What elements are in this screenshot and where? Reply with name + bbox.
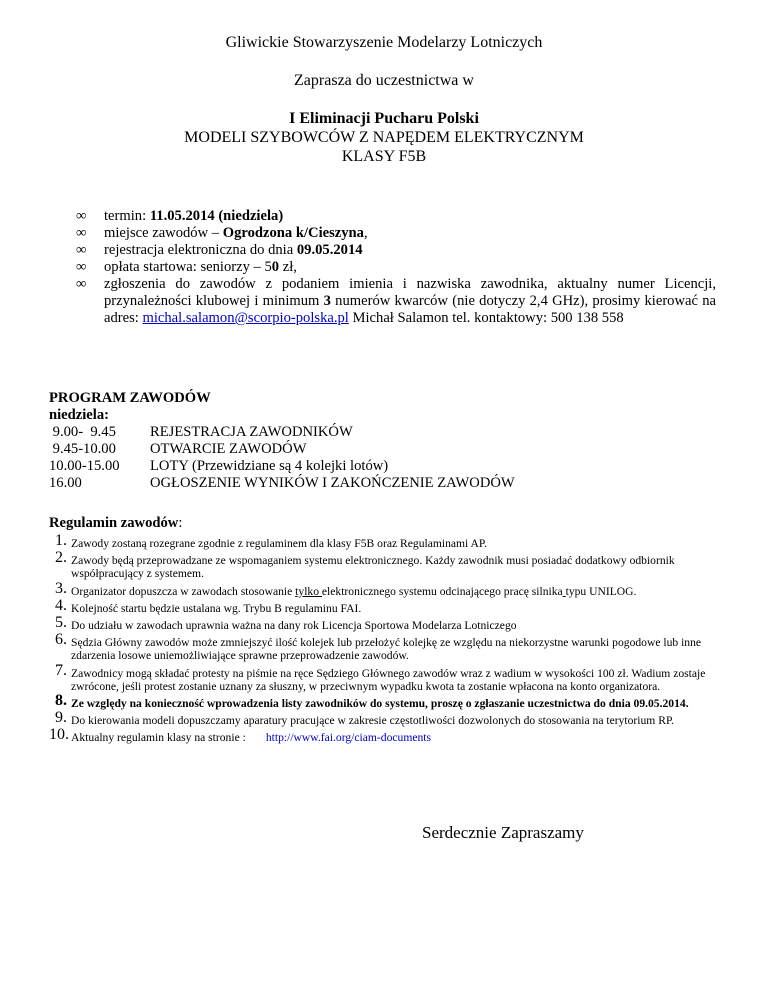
venue-tail: , [363,225,368,241]
program-time: 9.00- 9.45 [49,424,116,440]
infinity-bullet-icon: ∞ [76,242,87,258]
program-desc: OGŁOSZENIE WYNIKÓW I ZAKOŃCZENIE ZAWODÓW [150,475,515,491]
program-time: 16.00 [49,475,82,491]
regulation-text: typu UNILOG. [565,584,637,598]
infinity-bullet-icon: ∞ [76,208,87,224]
list-item-fee [76,259,716,276]
regulations-list [49,532,714,749]
venue-label: miejsce zawodów – [104,225,223,241]
fee-tail: zł, [279,259,297,275]
program-time: 10.00-15.00 [49,458,120,474]
regulation-item [49,614,714,633]
regulation-text: Kolejność startu będzie ustalana wg. Trybu B regulaminu FAI. [71,601,362,615]
program-day: niedziela: [49,407,109,423]
fee-value: 0 [271,259,280,275]
regulation-text: Aktualny regulamin klasy na stronie : [71,731,246,745]
contact-email-link[interactable]: michal.salamon@scorpio-polska.pl [142,310,349,326]
event-subtitle: MODELI SZYBOWCÓW Z NAPĘDEM ELEKTRYCZNYM [184,129,584,146]
closing-greeting: Serdecznie Zapraszamy [422,823,584,842]
regulation-item [49,726,714,745]
regulation-text: elektronicznego systemu odcinającego pracę silnika [321,584,563,598]
regulation-number: 4. [55,596,67,614]
regulations-title [49,515,182,532]
regulation-item [49,631,714,663]
regulation-text-underlined: tylko [295,584,322,598]
regulation-number: 8. [55,692,67,710]
program-time: 9.45-10.00 [49,441,116,457]
regulation-item [49,549,714,581]
regulation-item [49,532,714,550]
list-item-entries [76,276,716,327]
fai-documents-link[interactable]: http://www.fai.org/ciam-documents [265,731,432,745]
regulation-number: 10. [49,726,69,744]
regulation-text: Zawody będą przeprowadzane ze wspomaganiem systemu elektronicznego. Każdy zawodnik musi posiadać dodatkowy odbiornik współpracujący z systemem. [71,554,675,581]
invitation-line: Zaprasza do uczestnictwa w [294,72,474,89]
venue-value: Ogrodzona k/Cieszyna [222,225,364,241]
program-section [49,390,709,492]
list-item-registration [76,242,716,259]
date-label: termin: [104,208,150,224]
regulation-item [49,709,714,728]
regulation-number: 3. [55,579,67,597]
list-item-date [76,208,716,225]
date-value: 11.05.2014 (niedziela) [149,208,284,224]
regulation-text: Zawodnicy mogą składać protesty na piśmie na ręce Sędziego Głównego zawodów wraz z wadium w wysokości 100 zł. Wadium zostaje zwrócone, jeśli protest zostanie uznany za słuszny, w przeciwnym wypadku kwota ta zostanie wpłacona na konto organizatora. [71,666,706,693]
event-title: I Eliminacji Pucharu Polski [289,110,479,127]
infinity-bullet-icon: ∞ [76,225,87,241]
info-list [76,208,716,327]
organizer-name: Gliwickie Stowarzyszenie Modelarzy Lotniczych [225,34,543,51]
program-desc: REJESTRACJA ZAWODNIKÓW [150,424,353,440]
regulation-number: 1. [55,532,67,549]
regulation-item [49,596,714,615]
regulation-text: Ze względy na konieczność wprowadzenia listy zawodników do systemu, proszę o zgłaszanie uczestnictwa do dnia 09.05.2014. [71,697,689,711]
regulation-item [49,579,714,598]
infinity-bullet-icon: ∞ [76,259,87,275]
program-desc: OTWARCIE ZAWODÓW [150,441,307,457]
regulation-number: 9. [55,709,67,727]
regulation-number: 7. [55,661,67,679]
regulation-text: Do udziału w zawodach uprawnia ważna na dany rok Licencja Sportowa Modelarza Lotniczego [71,619,517,633]
program-row [49,441,709,458]
infinity-bullet-icon: ∞ [76,276,87,292]
regulation-item [49,692,714,711]
program-title: PROGRAM ZAWODÓW [49,390,211,406]
entries-text-3: Michał Salamon tel. kontaktowy: 500 138 558 [348,310,624,326]
regulation-text: Zawody zostaną rozegrane zgodnie z regulaminem dla klasy F5B oraz Regulaminami AP. [71,537,487,550]
fee-label: opłata startowa: seniorzy – 5 [104,259,272,275]
regulation-item [49,661,714,693]
regulation-text: Sędzia Główny zawodów może zmniejszyć ilość kolejek lub przełożyć kolejkę ze względu na niekorzystne warunki pogodowe lub inne zdarzenia losowe uniemożliwiające sprawne przeprowadzenie zawodów. [71,636,702,663]
regulation-text: Do kierowania modeli dopuszczamy aparatury pracujące w zakresie częstotliwości dozwolonych do stosowania na terytorium RP. [71,714,675,728]
program-desc: LOTY (Przewidziane są 4 kolejki lotów) [150,458,389,474]
regulation-number: 2. [55,549,67,567]
event-class: KLASY F5B [341,148,427,165]
registration-date: 09.05.2014 [296,242,363,258]
regulation-number: 5. [55,614,67,632]
entries-text-2: numerów kwarców (nie dotyczy 2,4 GHz), prosimy kierować na adres: [104,293,716,326]
regulation-text: Organizator dopuszcza w zawodach stosowanie [71,584,296,598]
program-row [49,458,709,475]
list-item-venue [76,225,716,242]
registration-label: rejestracja elektroniczna do dnia [104,242,297,258]
regulation-number: 6. [55,631,67,649]
regulations-title-text: Regulamin zawodów [49,515,179,531]
regulations-title-colon: : [178,515,183,531]
program-row [49,475,709,492]
program-row [49,424,709,441]
entries-text-1: zgłoszenia do zawodów z podaniem imienia i nazwiska zawodnika, aktualny numer Licencji, przynależności klubowej i minimum [104,276,716,309]
entries-crystals-count: 3 [323,293,331,309]
